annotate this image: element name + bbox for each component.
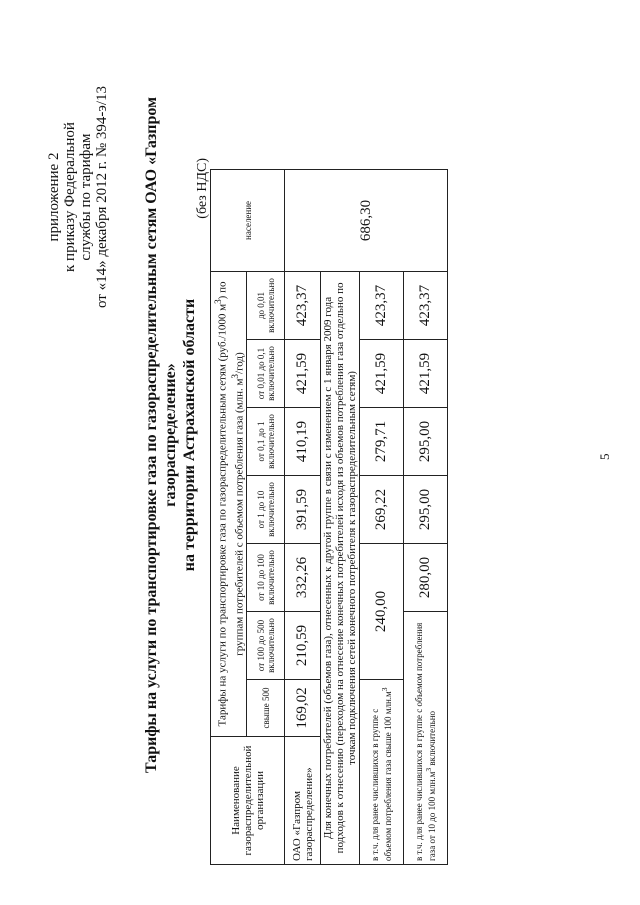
population-column-header: население xyxy=(211,169,285,271)
document-title xyxy=(142,85,199,785)
row-10-100-label: в т.ч. для ранее числившихся в группе с объемом потребления газа от 10 до 100 $млн.м^3$ включительно xyxy=(404,612,448,865)
row-over-100-value-0-1-1: 279,71 xyxy=(360,408,404,476)
col-header-0-1-1: от 0,1 до 1 включительно xyxy=(247,408,285,476)
population-value: 686,30 xyxy=(285,169,448,271)
appendix-line-3: службы по тарифам xyxy=(78,133,94,261)
appendix-line-2: к приказу Федеральной xyxy=(62,122,78,272)
org-column-header: Наименование газораспределительной организации xyxy=(211,737,285,865)
col-header-10-100: от 10 до 100 включительно xyxy=(247,544,285,612)
org-name-cell: ОАО «Газпром газораспределение» xyxy=(285,737,321,865)
col-header-100-500: от 100 до 500 включительно xyxy=(247,612,285,680)
value-1-10: 391,59 xyxy=(285,476,321,544)
row-10-100-value-1-10: 295,00 xyxy=(404,476,448,544)
row-10-100-value-under-0-01: 423,37 xyxy=(404,271,448,339)
title-line-2: на территории Астраханской области xyxy=(181,298,198,572)
reclassification-note: Для конечных потребителей (объемов газа), отнесенных к другой группе в связи с изменением с 1 января 2009 года подходов к отнесению (переходом на отнесение конечных потребителей исходя из объемов потребления газа отдельно по точкам подключения сетей конечного потребителя к газораспределительным сетям) xyxy=(321,271,360,864)
col-header-under-0-01: до 0,01 включительно xyxy=(247,271,285,339)
value-100-500: 210,59 xyxy=(285,612,321,680)
col-header-over-500: свыше 500 xyxy=(247,680,285,737)
col-header-0-01-0-1: от 0,01 до 0,1 включительно xyxy=(247,340,285,408)
value-0-1-1: 410,19 xyxy=(285,408,321,476)
row-over-100-value-wide: 240,00 xyxy=(360,544,404,680)
row-over-100-value-0-01-0-1: 421,59 xyxy=(360,340,404,408)
row-10-100-value-0-01-0-1: 421,59 xyxy=(404,340,448,408)
col-header-1-10: от 1 до 10 включительно xyxy=(247,476,285,544)
appendix-line-4: от «14» декабря 2012 г. № 394-э/13 xyxy=(94,86,110,309)
row-10-100-value-0-1-1: 295,00 xyxy=(404,408,448,476)
appendix-line-1: приложение 2 xyxy=(46,152,62,242)
tariff-group-header: Тарифы на услуги по транспортировке газа по газораспределительным сетям (руб./1000 $м^3$) по группам потребителей с объемом потребления газа (млн. $м^3/год$) xyxy=(211,271,247,736)
row-10-100-value-wide: 280,00 xyxy=(404,544,448,612)
value-under-0-01: 423,37 xyxy=(285,271,321,339)
value-over-500: 169,02 xyxy=(285,680,321,737)
vat-note: (без НДС) xyxy=(195,158,210,219)
appendix-header xyxy=(46,86,110,308)
row-over-100-label: в т.ч. для ранее числившихся в группе с объемом потребления газа свыше 100 $млн.м^3$ xyxy=(360,680,404,865)
page-number: 5 xyxy=(597,453,612,460)
row-over-100-value-under-0-01: 423,37 xyxy=(360,271,404,339)
value-0-01-0-1: 421,59 xyxy=(285,340,321,408)
tariff-table xyxy=(210,169,448,865)
value-10-100: 332,26 xyxy=(285,544,321,612)
row-over-100-value-1-10: 269,22 xyxy=(360,476,404,544)
title-line-1: Тарифы на услуги по транспортировке газа по газораспределительным сетям ОАО «Газпром газораспределение» xyxy=(143,96,179,774)
